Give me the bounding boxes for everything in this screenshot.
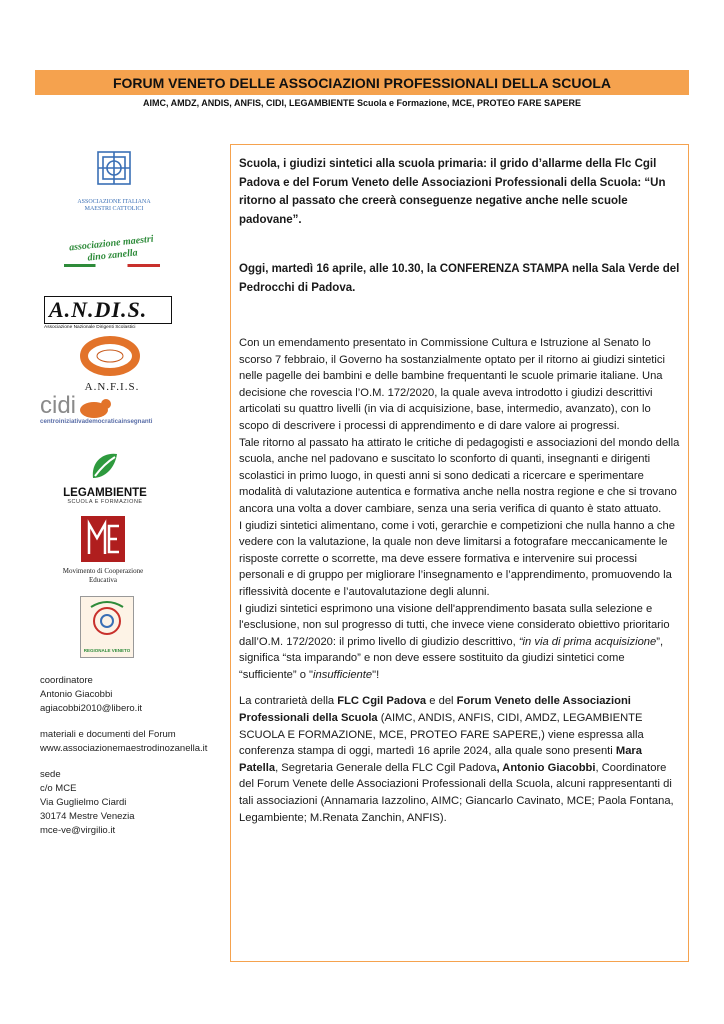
cidi-mark: cidi bbox=[40, 392, 77, 419]
legambiente-caption: LEGAMBIENTE bbox=[63, 487, 147, 499]
seat-label: sede bbox=[40, 769, 61, 780]
paragraph-3: I giudizi sintetici alimentano, come i voti, gerarchie e competizioni che nulla hanno a che vedere con la valutazione, la quale non deve limitarsi a fotografare meccanicamente le risposte corrette o scorrette, ma deve essere formativa e intervenire sui processi personali e di gruppo per migliorare l’insegnamento e l’apprendimento, promuovendo la riflessività docente e l’autovalutazione degli alunni. bbox=[239, 519, 675, 598]
coordinator-label: coordinatore bbox=[40, 675, 93, 686]
aimc-logo-icon bbox=[74, 150, 154, 213]
press-release bbox=[230, 144, 689, 962]
mce-caption: Movimento di Cooperazione Educativa bbox=[62, 567, 144, 584]
proteo-caption: REGIONALE VENETO bbox=[83, 648, 131, 653]
legambiente-logo-icon bbox=[50, 448, 160, 505]
coordinator-email-link[interactable]: agiacobbi2010@libero.it bbox=[40, 703, 143, 714]
paragraph-5 bbox=[239, 693, 680, 826]
legambiente-subcaption: SCUOLA E FORMAZIONE bbox=[67, 499, 143, 505]
andis-mark: A.N.DI.S. bbox=[44, 296, 172, 324]
paragraph-5-flc: FLC Cgil Padova bbox=[337, 695, 427, 708]
amdz-caption: associazione maestri dino zanella bbox=[68, 233, 155, 264]
seat-line-1: c/o MCE bbox=[40, 783, 77, 794]
paragraph-4 bbox=[239, 601, 680, 684]
seat-line-2: Via Guglielmo Ciardi bbox=[40, 797, 127, 808]
press-release-title: Scuola, i giudizi sintetici alla scuola primaria: il grido d’allarme della Flc Cgil Padova e del Forum Veneto delle Associazioni Professionali della Scuola: “Un ritorno al passato che creerà conseguenze negative anche nelle scuole padovane”. bbox=[239, 158, 666, 226]
paragraph-5-text-d: , Segretaria Generale della FLC Cgil Padova bbox=[275, 761, 497, 774]
aimc-caption: ASSOCIAZIONE ITALIANA MAESTRI CATTOLICI bbox=[77, 199, 151, 212]
paragraph-5-text-b: e del bbox=[426, 695, 457, 708]
seat-line-3: 30174 Mestre Venezia bbox=[40, 811, 135, 822]
paragraph-1: Con un emendamento presentato in Commissione Cultura e Istruzione al Senato lo scorso 7 febbraio, il Governo ha sostanzialmente optato per il ritorno ai giudizi sintetici nelle pagelle dei bambini e delle bambine frequentanti le scuole primarie italiane. Una decisione che rovescia l’O.M. 172/2020, la quale aveva introdotto i giudizi descrittivi articolati su quattro livelli (in via di acquisizione, base, intermedio, avanzato), con lo scopo di descrivere i processi di apprendimento e di dare valore ai progressi. bbox=[239, 337, 665, 432]
amdz-logo-icon bbox=[64, 233, 160, 267]
mce-logo-icon bbox=[48, 516, 158, 585]
paragraph-4-text-c: "! bbox=[372, 668, 380, 681]
header-members: AIMC, AMDZ, ANDIS, ANFIS, CIDI, LEGAMBIENTE Scuola e Formazione, MCE, PROTEO FARE SAPERE bbox=[142, 98, 582, 108]
paragraph-4-quote: “in via di prima acquisizione bbox=[518, 635, 657, 648]
coordinator-name: Antonio Giacobbi bbox=[40, 689, 113, 700]
seat-email-link[interactable]: mce-ve@virgilio.it bbox=[40, 825, 116, 836]
paragraph-5-patella: Mara Patella bbox=[239, 745, 643, 774]
paragraph-5-text-c: (AIMC, ANDIS, ANFIS, CIDI, AMDZ, LEGAMBIENTE SCUOLA E FORMAZIONE, MCE, PROTEO FARE SAPERE,) viene espressa alla conferenza stampa di oggi, martedì 16 aprile 2024, alla quale sono presenti bbox=[239, 712, 644, 758]
paragraph-5-forum: Forum Veneto delle Associazioni Professionali della Scuola bbox=[239, 695, 631, 725]
paragraph-4-text-b: ”, significa “sta imparando” e non deve essere sostituito da giudizi sintetici come “sufficiente” o " bbox=[239, 635, 664, 681]
header-banner bbox=[35, 70, 689, 95]
anfis-logo-icon bbox=[74, 336, 150, 393]
coordinator-group bbox=[40, 674, 230, 716]
materials-group bbox=[40, 728, 230, 756]
anfis-caption: A.N.F.I.S. bbox=[84, 381, 140, 393]
paragraph-4-text-a: I giudizi sintetici esprimono una visione dell'apprendimento basata sulla selezione e l'esclusione, non sul progresso di tutti, che invece viene considerato obiettivo prioritario dall’O.M. 172/2020: il primo livello di giudizio descrittivo, bbox=[239, 602, 670, 648]
press-conference-notice: Oggi, martedì 16 aprile, alle 10.30, la CONFERENZA STAMPA nella Sala Verde del Pedrocchi di Padova. bbox=[239, 263, 680, 294]
paragraph-2: Tale ritorno al passato ha attirato le critiche di pedagogisti e associazioni del mondo della scuola, anche nel padovano e suscitato lo sconforto di quanti, insegnanti e dirigenti scolastici in primo luogo, in questi anni si sono dedicati a ricercare e sperimentare modalità di valutazione autentica e formativa anche nella nostra regione e che si trovano ancora una volta a dover cambiare, senza una seria verifica di quanto è stato attuato. bbox=[239, 436, 680, 515]
paragraph-4-insufficiente: insufficiente bbox=[313, 668, 373, 681]
paragraph-5-text-e: , Coordinatore del Forum Venete delle Associazioni Professionali della Scuola, alcuni rappresentanti di tali associazioni (Annamaria Iazzolino, AIMC; Giancarlo Cavinato, MCE; Paola Fontana, Legambiente; M.Renata Zanchin, ANFIS). bbox=[239, 761, 674, 824]
paragraph-5-text-a: La contrarietà della bbox=[239, 695, 338, 708]
cidi-logo-icon bbox=[40, 394, 180, 425]
header-title: FORUM VENETO DELLE ASSOCIAZIONI PROFESSIONALI DELLA SCUOLA bbox=[112, 74, 612, 91]
andis-caption: Associazione Nazionale Dirigenti Scolastici bbox=[44, 325, 136, 330]
proteo-logo-icon bbox=[80, 596, 134, 658]
seat-group bbox=[40, 768, 230, 838]
paragraph-5-giacobbi: , Antonio Giacobbi bbox=[496, 761, 596, 774]
contact-block bbox=[40, 674, 230, 850]
materials-label: materiali e documenti del Forum bbox=[40, 729, 176, 740]
cidi-caption: centroiniziativademocraticainsegnanti bbox=[40, 418, 153, 425]
andis-logo-icon bbox=[44, 296, 172, 330]
materials-url-link[interactable]: www.associazionemaestrodinozanella.it bbox=[40, 743, 208, 754]
